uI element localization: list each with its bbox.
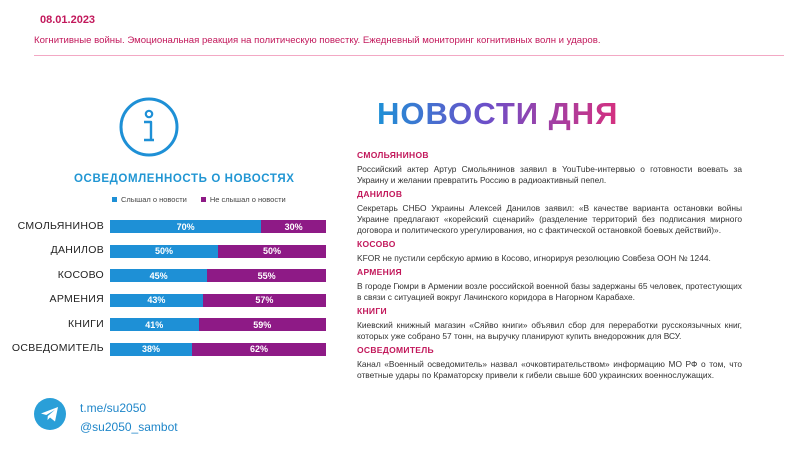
bar-row [110,220,326,233]
bar-value-label: 43% [147,295,166,305]
chart-legend [112,195,286,204]
news-item-text: Киевский книжный магазин «Сяйво книги» объявил сбор для переработки русскоязычных книг, которых уже собрано 57 тонн, на выручку планируют купить внедорожник для ВСУ. [357,320,742,341]
bar-segment-not-heard [203,294,326,307]
header-divider [34,55,784,56]
bar-segment-not-heard [218,245,326,258]
news-item-title: ОСВЕДОМИТЕЛЬ [357,345,434,355]
bar-segment-heard [110,269,207,282]
bar-value-label: 45% [149,270,168,281]
bar-row [110,269,326,282]
news-item-text: Секретарь СНБО Украины Алексей Данилов заявил: «В качестве варианта остановки войны Украине предлагают «корейский сценарий» (разделение территорий без подписания мирного договора и политического урегулирования, но с фактической остановкой боевых действий)». [357,203,742,235]
bar-value-label: 55% [257,270,276,281]
bar-value-label: 41% [145,319,164,330]
report-subtitle: Когнитивные войны. Эмоциональная реакция на политическую повестку. Ежедневный мониторинг когнитивных волн и ударов. [34,35,601,46]
bar-value-label: 57% [255,295,274,305]
bar-value-label: 30% [284,221,303,232]
bar-segment-not-heard [199,318,326,331]
chart-title: ОСВЕДОМЛЕННОСТЬ О НОВОСТЯХ [74,173,295,185]
bar-segment-not-heard [261,220,326,233]
legend-item-heard [112,195,187,204]
bar-category-label: ОСВЕДОМИТЕЛЬ [11,342,104,354]
bar-row [110,245,326,258]
legend-swatch-heard [112,197,117,202]
news-item-text: Канал «Военный осведомитель» назвал «очковтирательством» информацию МО РФ о том, что ответные удары по Краматорску привели к гибели свыше 600 украинских военнослужащих. [357,359,742,380]
bar-segment-not-heard [207,269,326,282]
news-item-text: Российский актер Артур Смольянинов заявил в YouTube-интервью о готовности воевать за Украину и желании превратить Россию в радиоактивный пепел. [357,164,742,185]
report-date: 08.01.2023 [40,14,96,26]
legend-swatch-not-heard [201,197,206,202]
bar-value-label: 62% [250,344,269,354]
legend-item-not-heard [201,195,286,204]
channel-link[interactable]: t.me/su2050 [80,401,147,415]
bar-value-label: 38% [142,344,161,354]
bar-category-label: АРМЕНИЯ [49,293,104,305]
info-icon [118,96,180,158]
bar-value-label: 70% [176,221,195,232]
news-item [357,306,742,342]
bar-segment-heard [110,245,218,258]
legend-label-not-heard: Не слышал о новости [209,195,286,204]
news-item-title: СМОЛЬЯНИНОВ [357,150,429,160]
bar-row [110,343,326,356]
bar-row [110,294,326,307]
news-item-title: КНИГИ [357,306,387,316]
news-item [357,150,742,186]
legend-label-heard: Слышал о новости [121,195,187,204]
bar-segment-heard [110,343,192,356]
news-heading: НОВОСТИ ДНЯ [377,96,619,131]
bar-value-label: 59% [253,319,272,330]
bar-category-label: ДАНИЛОВ [50,244,104,256]
bot-handle-link[interactable]: @su2050_sambot [80,420,178,434]
bar-value-label: 50% [154,246,173,256]
bar-segment-heard [110,294,203,307]
news-item [357,239,742,264]
news-item-title: АРМЕНИЯ [357,267,402,277]
news-item-title: ДАНИЛОВ [357,189,403,199]
news-item-text: KFOR не пустили сербскую армию в Косово, игнорируя резолюцию Совбеза ООН № 1244. [357,253,711,263]
bar-category-label: КНИГИ [68,317,104,330]
bar-segment-heard [110,318,199,331]
news-item [357,345,742,381]
news-item [357,189,742,236]
bar-segment-not-heard [192,343,326,356]
bar-segment-heard [110,220,261,233]
news-item-title: КОСОВО [357,239,396,249]
bar-row [110,318,326,331]
bar-category-label: КОСОВО [57,268,104,281]
news-item [357,267,742,303]
telegram-icon[interactable] [34,398,66,430]
bar-value-label: 50% [262,246,281,256]
bar-category-label: СМОЛЬЯНИНОВ [17,219,104,232]
news-list [357,150,742,384]
news-item-text: В городе Гюмри в Армении возле российской военной базы задержаны 65 человек, протестующих в связи с ситуацией вокруг Лачинского коридора в Нагорном Карабахе. [357,281,742,302]
